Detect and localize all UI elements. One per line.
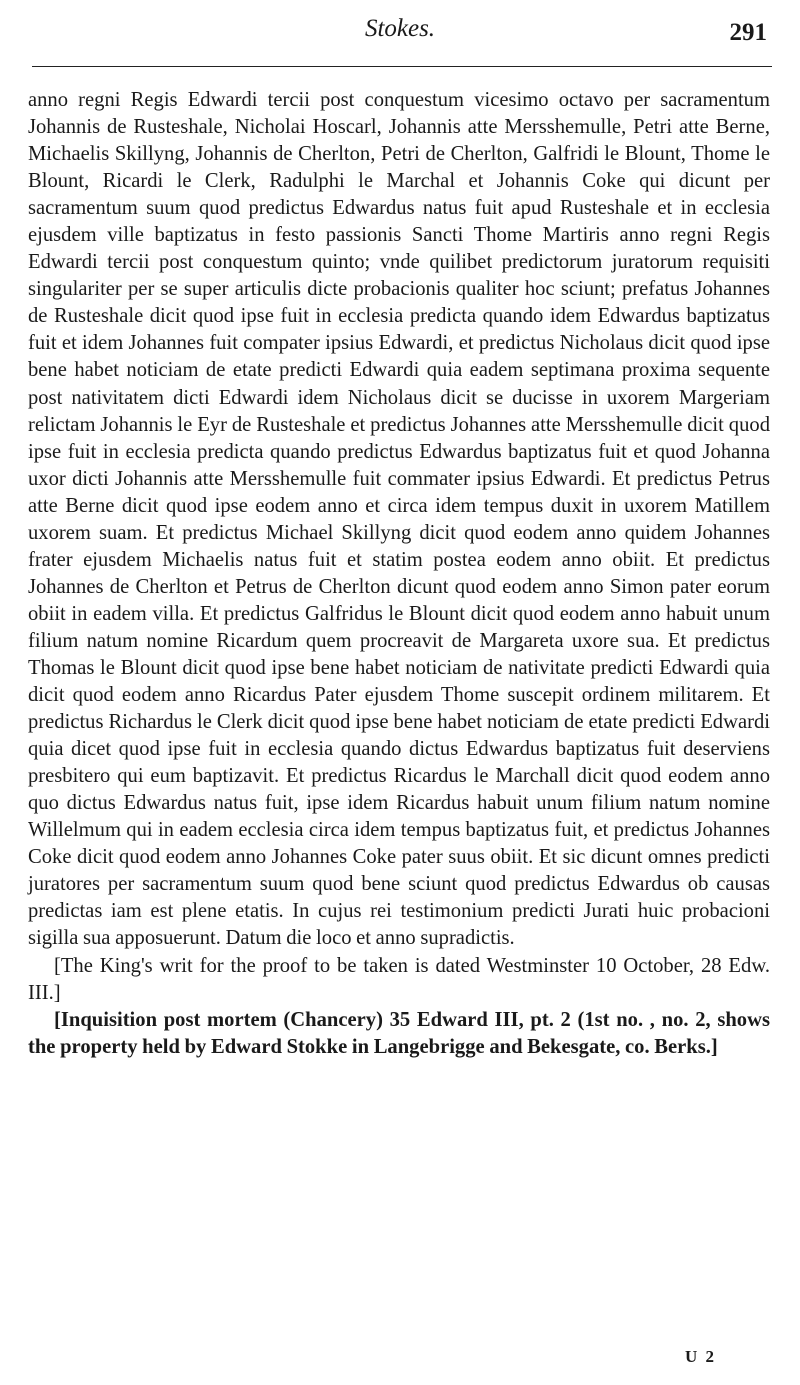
body-text [28,87,770,1061]
page-number: 291 [729,19,767,46]
main-paragraph: anno regni Regis Edwardi tercii post conquestum vicesimo octavo per sacramentum Johannis de Rusteshale, Nicholai Hoscarl, Johannis atte Mersshemulle, Petri atte Berne, Michaelis Skillyng, Johannis de Cherlton, Petri de Cherlton, Galfridi le Blount, Thome le Blount, Ricardi le Clerk, Radulphi le Marchal et Johannis Coke qui dicunt per sacramentum suum quod predictus Edwardus natus fuit apud Rusteshale et in ecclesia ejusdem ville baptizatus in festo passionis Sancti Thome Martiris anno regni Regis Edwardi tercii post conquestum quinto; vnde quilibet predictorum juratorum requisiti singulariter per se super articulis dicte probacionis qualiter hoc sciunt; prefatus Johannes de Rusteshale dicit quod ipse fuit in ecclesia predicta quando idem Edwardus baptizatus fuit et idem Johannes fuit compater ipsius Edwardi, et predictus Nicholaus dicit quod ipse bene habet noticiam de etate predicti Edwardi quia eadem septimana proxima sequente post nativitatem dicti Edwardi idem Nicholaus dicit se ducisse in uxorem Margeriam relictam Johannis le Eyr de Rusteshale et predictus Johannes atte Mersshemulle dicit quod ipse fuit in ecclesia predicta quando predictus Edwardus baptizatus fuit et quod Johanna uxor dicti Johannis atte Mersshemulle fuit commater ipsius Edwardi. Et predictus Petrus atte Berne dicit quod ipse eodem anno et circa idem tempus duxit in uxorem Matillem uxorem suam. Et predictus Michael Skillyng dicit quod eodem anno quidem Johannes frater ejusdem Michaelis natus fuit et statim postea eodem anno obiit. Et predictus Johannes de Cherlton et Petrus de Cherlton dicunt quod eodem anno Simon pater eorum obiit in eadem villa. Et predictus Galfridus le Blount dicit quod eodem anno habuit unum filium natum nomine Ricardum quem procreavit de Margareta uxore sua. Et predictus Thomas le Blount dicit quod ipse bene habet noticiam de nativitate predicti Edwardi quia dicit quod eodem anno Ricardus Pater ejusdem Thome suscepit ordinem militarem. Et predictus Richardus le Clerk dicit quod ipse bene habet noticiam de etate predicti Edwardi quia dicet quod ipse fuit in ecclesia quando dictus Edwardus baptizatus fuit deserviens presbitero qui eum baptizavit. Et predictus Ricardus le Marchall dicit quod eodem anno quo dictus Edwardus natus fuit, ipse idem Ricardus habuit unum filium natum nomine Willelmum qui in eadem ecclesia circa idem tempus baptizatus fuit, et predictus Johannes Coke dicit quod eodem anno Johannes Coke pater suus obiit. Et sic dicunt omnes predicti juratores per sacramentum suum quod bene sciunt quod predictus Edwardus ob causas predictas iam est plene etatis. In cujus rei testimonium predicti Jurati huic probacioni sigilla sua apposuerunt. Datum die loco et anno supradictis. [28,89,770,950]
running-title: Stokes. [364,15,436,42]
note-writ: [The King's writ for the proof to be taken is dated Westminster 10 October, 28 Edw. III.] [28,954,770,1004]
note-inquisition: [Inquisition post mortem (Chancery) 35 Edward III, pt. 2 (1st no. , no. 2, shows the property held by Edward Stokke in Langebrigge and Bekesgate, co. Berks.] [28,1008,770,1058]
signature-mark: U 2 [684,1347,716,1366]
header-rule [32,66,772,67]
